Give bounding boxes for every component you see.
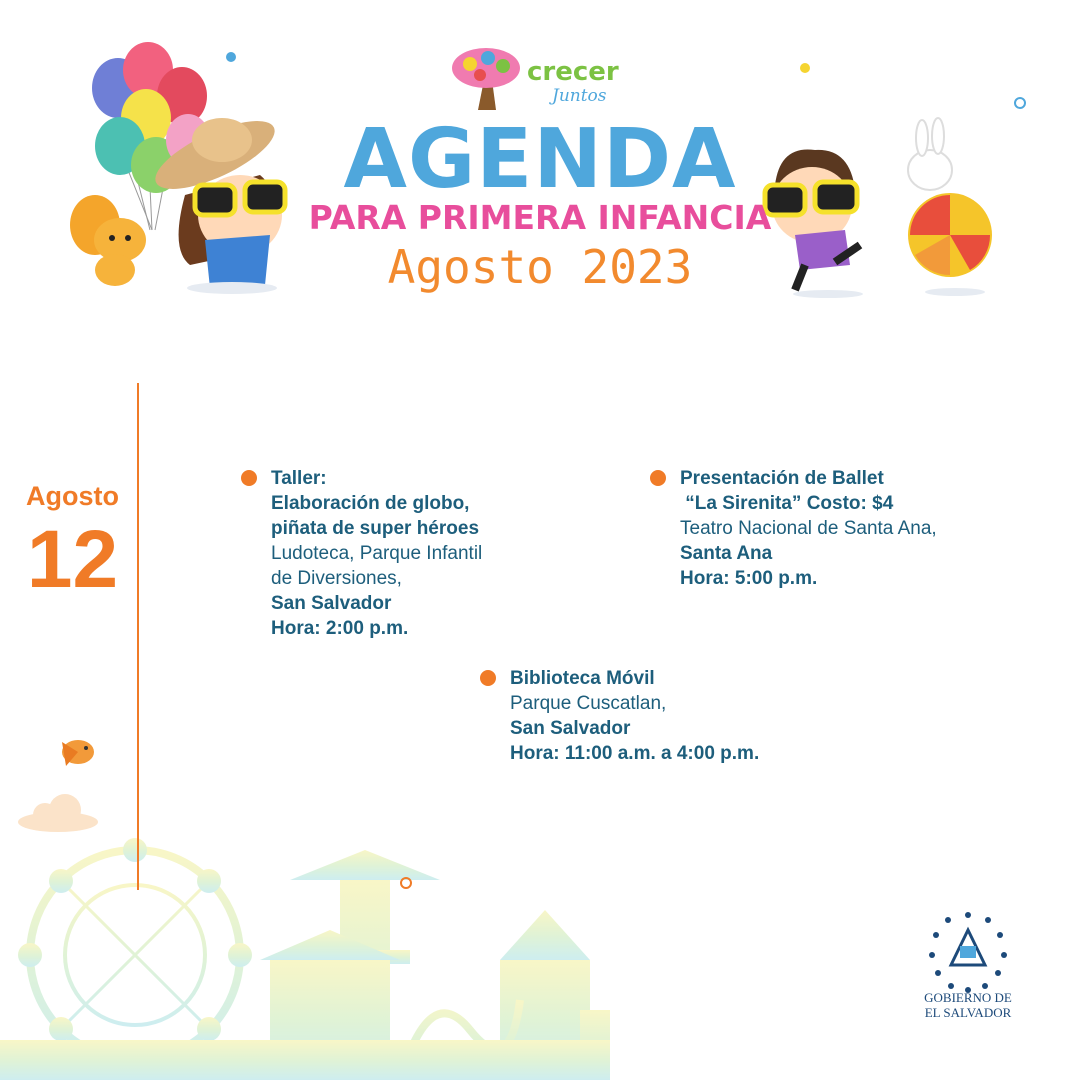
event-title-line: “La Sirenita” Costo: $4 — [680, 493, 894, 514]
event-card-taller — [271, 466, 482, 641]
event-city: San Salvador — [271, 593, 392, 614]
event-place-line: Parque Cuscatlan, — [510, 693, 667, 714]
bird-illustration — [62, 740, 94, 766]
gov-line-2: EL SALVADOR — [924, 1005, 1012, 1020]
date-month: Agosto — [26, 481, 119, 511]
cloud-decoration — [18, 794, 98, 832]
event-time: Hora: 11:00 a.m. a 4:00 p.m. — [510, 743, 760, 764]
confetti-dot — [1015, 98, 1025, 108]
event-place-line: de Diversiones, — [271, 568, 402, 589]
amusement-park-skyline — [0, 838, 610, 1080]
government-seal-icon — [929, 912, 1007, 993]
event-card-ballet — [680, 466, 937, 591]
event-bullet-icon — [241, 470, 257, 486]
event-bullet-icon — [480, 670, 496, 686]
date-day: 12 — [26, 514, 119, 605]
government-logo-text — [908, 990, 1028, 1020]
confetti-dot — [226, 52, 236, 62]
event-bullet-icon — [650, 470, 666, 486]
event-city: San Salvador — [510, 718, 631, 739]
confetti-dot — [800, 63, 810, 73]
event-title-line: Elaboración de globo, — [271, 493, 470, 514]
crecer-juntos-tree-logo — [452, 48, 520, 110]
event-title-line: Presentación de Ballet — [680, 468, 884, 489]
event-title-line: Taller: — [271, 468, 327, 489]
page-subtitle: PARA PRIMERA INFANCIA — [308, 198, 772, 237]
event-title-line: Biblioteca Móvil — [510, 668, 655, 689]
event-place-line: Ludoteca, Parque Infantil — [271, 543, 483, 564]
event-card-biblioteca — [510, 666, 759, 766]
event-time: Hora: 5:00 p.m. — [680, 568, 818, 589]
event-title-line: piñata de super héroes — [271, 518, 480, 539]
event-city: Santa Ana — [680, 543, 773, 564]
gov-line-1: GOBIERNO DE — [924, 990, 1012, 1005]
brand-name: crecer — [527, 57, 619, 87]
page-month: Agosto 2023 — [387, 240, 693, 294]
page-title: AGENDA — [343, 112, 737, 207]
event-place-line: Teatro Nacional de Santa Ana, — [680, 518, 937, 539]
event-time: Hora: 2:00 p.m. — [271, 618, 409, 639]
brand-tagline: Juntos — [552, 86, 607, 106]
